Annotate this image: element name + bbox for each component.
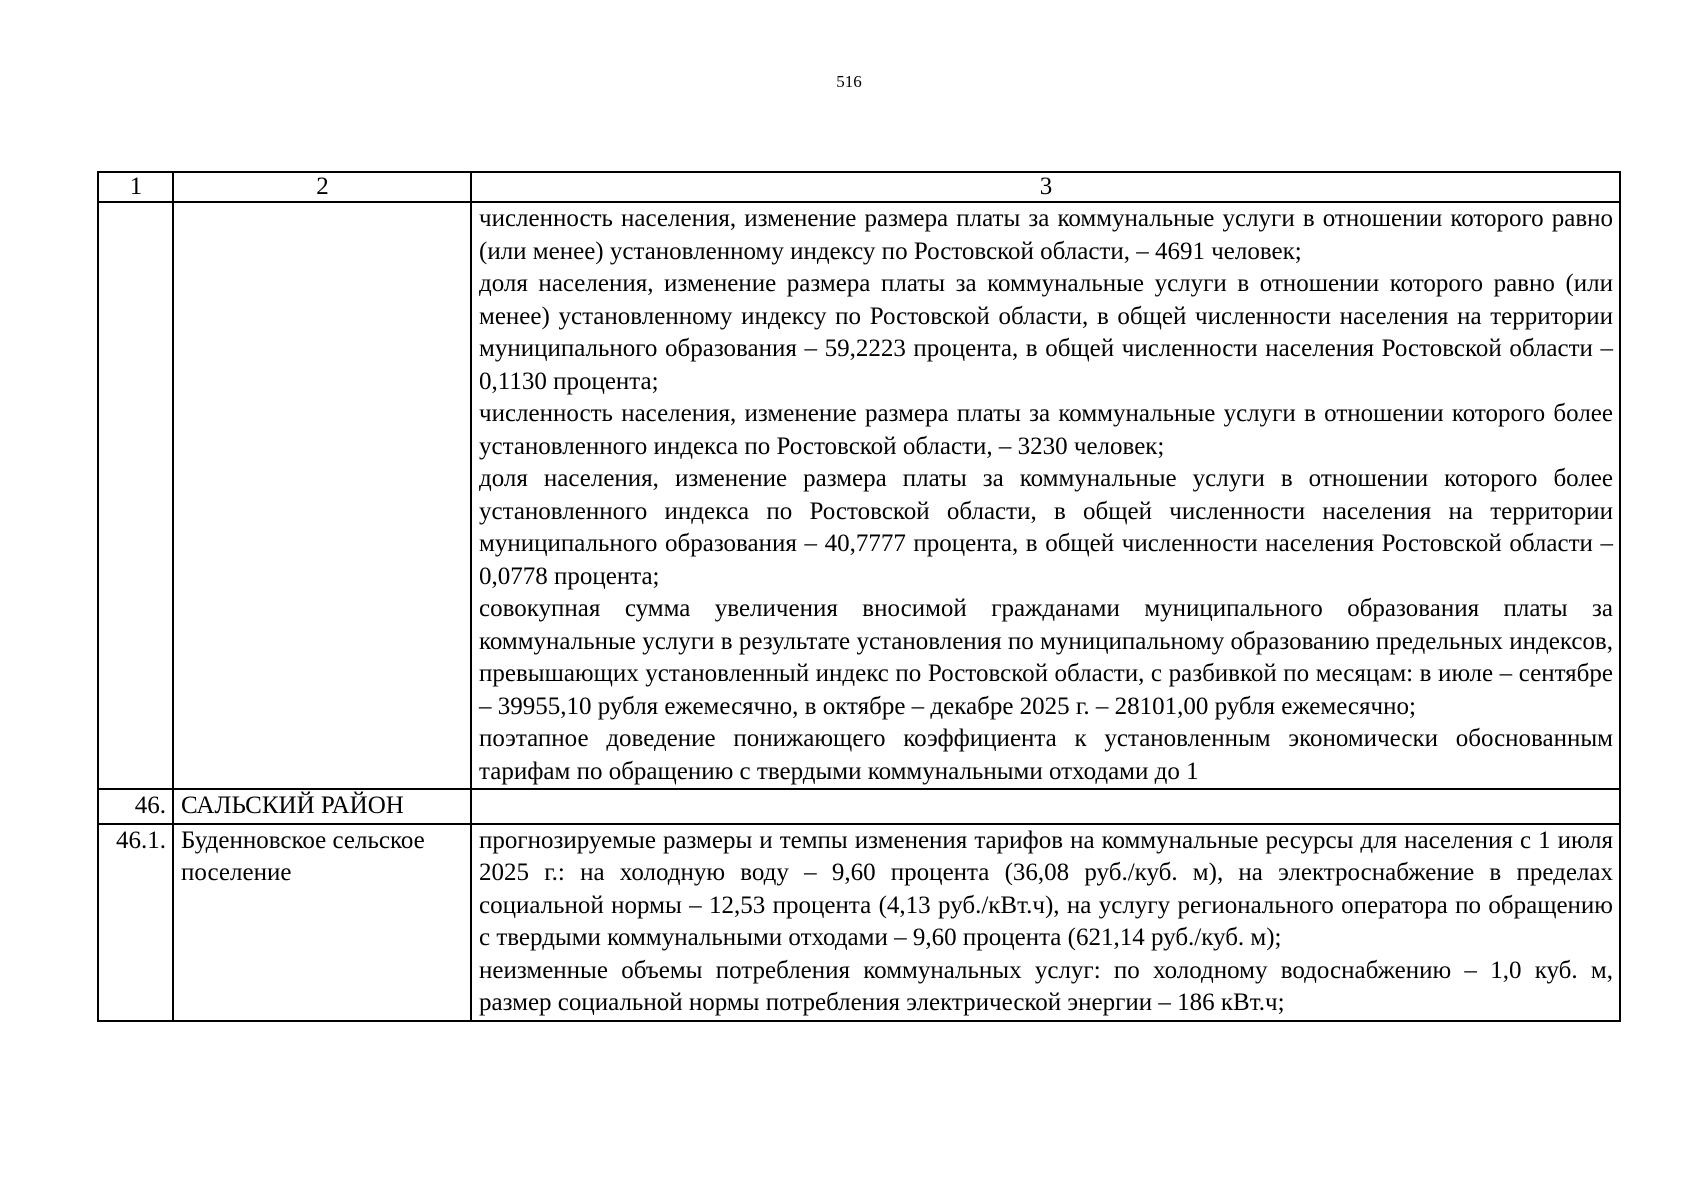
content-paragraph: численность населения, изменение размера платы за коммунальные услуги в отношении которого более установленного индекса по Ростовской области, – 3230 человек;: [479, 400, 1613, 460]
table-header-row: [98, 172, 1620, 202]
content-paragraph: доля населения, изменение размера платы за коммунальные услуги в отношении которого равно (или менее) установленному индексу по Ростовской области, в общей численности населения на территории муниципального образования – 59,2223 процента, в общей численности населения Ростовской области – 0,1130 процента;: [479, 270, 1613, 395]
data-table: [97, 171, 1621, 1022]
content-paragraph: неизменные объемы потребления коммунальных услуг: по холодному водоснабжению – 1,0 куб. м, размер социальной нормы потребления электрической энергии – 186 кВт.ч;: [479, 956, 1613, 1016]
row-name: Буденновское сельское поселение: [173, 824, 471, 1021]
table-row: [98, 789, 1620, 824]
column-header-1: 1: [98, 172, 173, 202]
row-content: [471, 824, 1620, 1021]
row-content: [471, 789, 1620, 824]
column-header-3: 3: [471, 172, 1620, 202]
content-paragraph: совокупная сумма увеличения вносимой гражданами муниципального образования платы за коммунальные услуги в результате установления по муниципальному образованию предельных индексов, превышающих установленный индекс по Ростовской области, с разбивкой по месяцам: в июле – сентябре – 39955,10 рубля ежемесячно, в октябре – декабре 2025 г. – 28101,00 рубля ежемесячно;: [479, 595, 1613, 720]
row-name: [173, 202, 471, 789]
content-paragraph: доля населения, изменение размера платы за коммунальные услуги в отношении которого более установленного индекса по Ростовской области, в общей численности населения на территории муниципального образования – 40,7777 процента, в общей численности населения Ростовской области – 0,0778 процента;: [479, 465, 1613, 590]
row-content: [471, 202, 1620, 789]
column-header-2: 2: [173, 172, 471, 202]
row-number: [98, 202, 173, 789]
row-name: САЛЬСКИЙ РАЙОН: [173, 789, 471, 824]
page-number: 516: [836, 72, 862, 91]
table-row: [98, 824, 1620, 1021]
row-number: 46.1.: [98, 824, 173, 1021]
table-row: [98, 202, 1620, 789]
content-paragraph: численность населения, изменение размера платы за коммунальные услуги в отношении которого равно (или менее) установленному индексу по Ростовской области, – 4691 человек;: [479, 205, 1613, 265]
content-paragraph: прогнозируемые размеры и темпы изменения тарифов на коммунальные ресурсы для населения с 1 июля 2025 г.: на холодную воду – 9,60 процента (36,08 руб./куб. м), на электроснабжение в пределах социальной нормы – 12,53 процента (4,13 руб./кВт.ч), на услугу регионального оператора по обращению с твердыми коммунальными отходами – 9,60 процента (621,14 руб./куб. м);: [479, 826, 1613, 951]
row-number: 46.: [98, 789, 173, 824]
content-paragraph: поэтапное доведение понижающего коэффициента к установленным экономически обоснованным тарифам по обращению с твердыми коммунальными отходами до 1: [479, 725, 1613, 785]
